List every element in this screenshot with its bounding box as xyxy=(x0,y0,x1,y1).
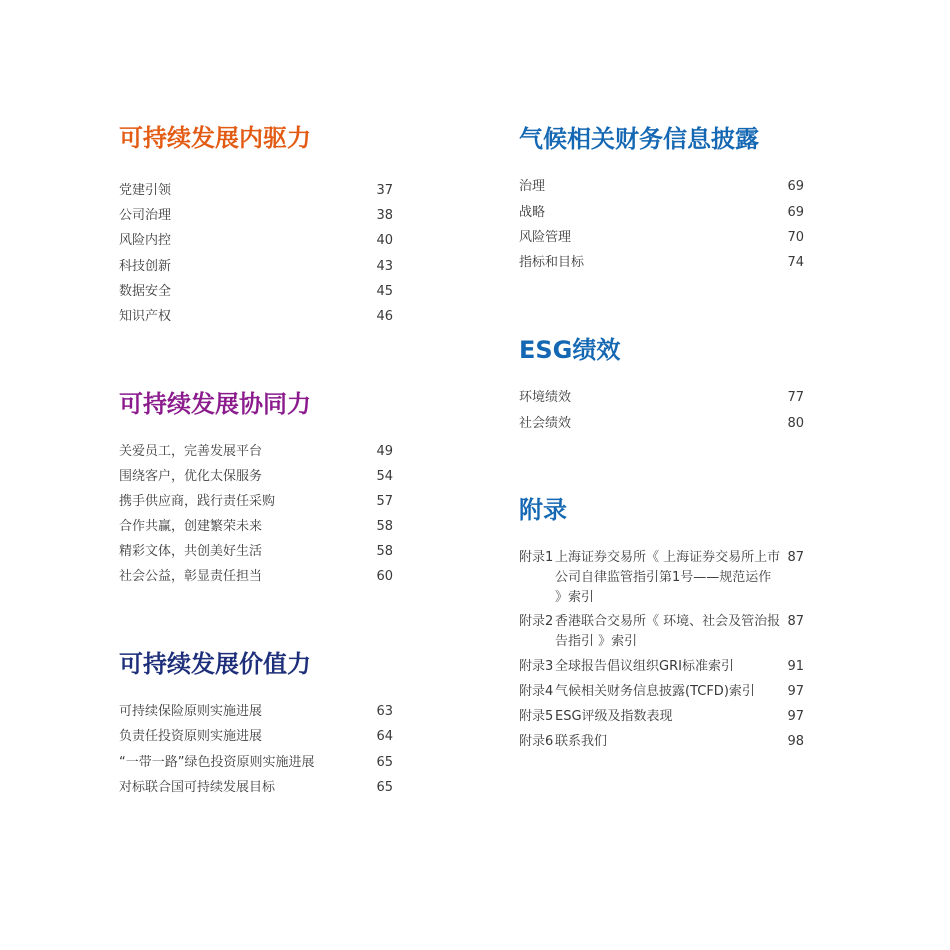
entry-page: 97 xyxy=(787,709,804,724)
appendix-number: 附录4 xyxy=(519,684,554,699)
toc-section-appendix xyxy=(519,495,804,749)
entry-label: 党建引领 xyxy=(119,183,172,198)
entry-label: 合作共赢，创建繁荣未来 xyxy=(119,519,263,534)
entry-page: 87 xyxy=(787,614,804,629)
entry-page: 97 xyxy=(787,684,804,699)
entry-label: 战略 xyxy=(519,205,546,220)
entry-label: 科技创新 xyxy=(119,259,172,274)
entry-page: 57 xyxy=(376,494,393,509)
entry-label: 社会绩效 xyxy=(519,416,572,431)
entry-page: 63 xyxy=(376,704,393,719)
entry-label: 精彩文体，共创美好生活 xyxy=(119,544,263,559)
entry-page: 43 xyxy=(376,259,393,274)
toc-section-esg xyxy=(519,335,804,431)
entry-page: 70 xyxy=(787,230,804,245)
entry-label: 对标联合国可持续发展目标 xyxy=(119,780,276,795)
entry-label: 环境绩效 xyxy=(519,390,572,405)
entry-label: 围绕客户，优化太保服务 xyxy=(119,469,263,484)
toc-section-internal-drive xyxy=(119,123,393,324)
entry-page: 98 xyxy=(787,734,804,749)
entry-label: 社会公益，彰显责任担当 xyxy=(119,569,263,584)
toc-section-value xyxy=(119,649,393,795)
entry-label: 联系我们 xyxy=(555,734,608,749)
entry-label: 知识产权 xyxy=(119,309,172,324)
entry-page: 40 xyxy=(376,233,393,248)
entry-label: 全球报告倡议组织GRI标准索引 xyxy=(555,659,734,674)
entry-label: 风险内控 xyxy=(119,233,172,248)
toc-section-synergy xyxy=(119,389,393,584)
entry-page: 87 xyxy=(787,550,804,565)
entry-page: 45 xyxy=(376,284,393,299)
entry-page: 65 xyxy=(376,755,393,770)
entry-page: 58 xyxy=(376,544,393,559)
entry-label: 香港联合交易所《 环境、社会及管治报告指引 》索引 xyxy=(555,614,781,649)
entry-page: 58 xyxy=(376,519,393,534)
entry-page: 60 xyxy=(376,569,393,584)
entry-label: 气候相关财务信息披露(TCFD)索引 xyxy=(555,684,755,699)
entry-label: 风险管理 xyxy=(519,230,572,245)
entry-page: 64 xyxy=(376,729,393,744)
section-title: 可持续发展价值力 xyxy=(119,650,311,678)
entry-label: 上海证券交易所《 上海证券交易所上市公司自律监管指引第1号——规范运作 》索引 xyxy=(555,550,781,605)
entry-page: 77 xyxy=(787,390,804,405)
entry-label: 负责任投资原则实施进展 xyxy=(119,729,263,744)
entry-page: 54 xyxy=(376,469,393,484)
section-title: 附录 xyxy=(519,496,567,524)
entry-label: ESG评级及指数表现 xyxy=(555,709,673,724)
section-title: 气候相关财务信息披露 xyxy=(519,125,759,153)
appendix-number: 附录1 xyxy=(519,550,554,565)
entry-label: 公司治理 xyxy=(119,208,172,223)
entry-page: 74 xyxy=(787,255,804,270)
entry-label: “一带一路”绿色投资原则实施进展 xyxy=(119,755,315,770)
entry-page: 69 xyxy=(787,179,804,194)
entry-label: 治理 xyxy=(519,179,546,194)
entry-page: 46 xyxy=(376,309,393,324)
entry-page: 69 xyxy=(787,205,804,220)
entry-label: 携手供应商，践行责任采购 xyxy=(119,494,276,509)
appendix-number: 附录6 xyxy=(519,734,554,749)
appendix-number: 附录2 xyxy=(519,614,554,629)
entry-page: 91 xyxy=(787,659,804,674)
section-title: ESG绩效 xyxy=(519,336,621,364)
section-title: 可持续发展协同力 xyxy=(119,390,311,418)
entry-label: 数据安全 xyxy=(119,284,172,299)
appendix-number: 附录5 xyxy=(519,709,554,724)
section-title: 可持续发展内驱力 xyxy=(119,124,311,152)
appendix-number: 附录3 xyxy=(519,659,554,674)
entry-page: 38 xyxy=(376,208,393,223)
entry-page: 49 xyxy=(376,444,393,459)
entry-page: 65 xyxy=(376,780,393,795)
entry-page: 80 xyxy=(787,416,804,431)
entry-label: 关爱员工，完善发展平台 xyxy=(119,444,263,459)
entry-label: 指标和目标 xyxy=(519,255,585,270)
entry-page: 37 xyxy=(376,183,393,198)
toc-section-tcfd xyxy=(519,124,804,270)
entry-label: 可持续保险原则实施进展 xyxy=(119,704,263,719)
